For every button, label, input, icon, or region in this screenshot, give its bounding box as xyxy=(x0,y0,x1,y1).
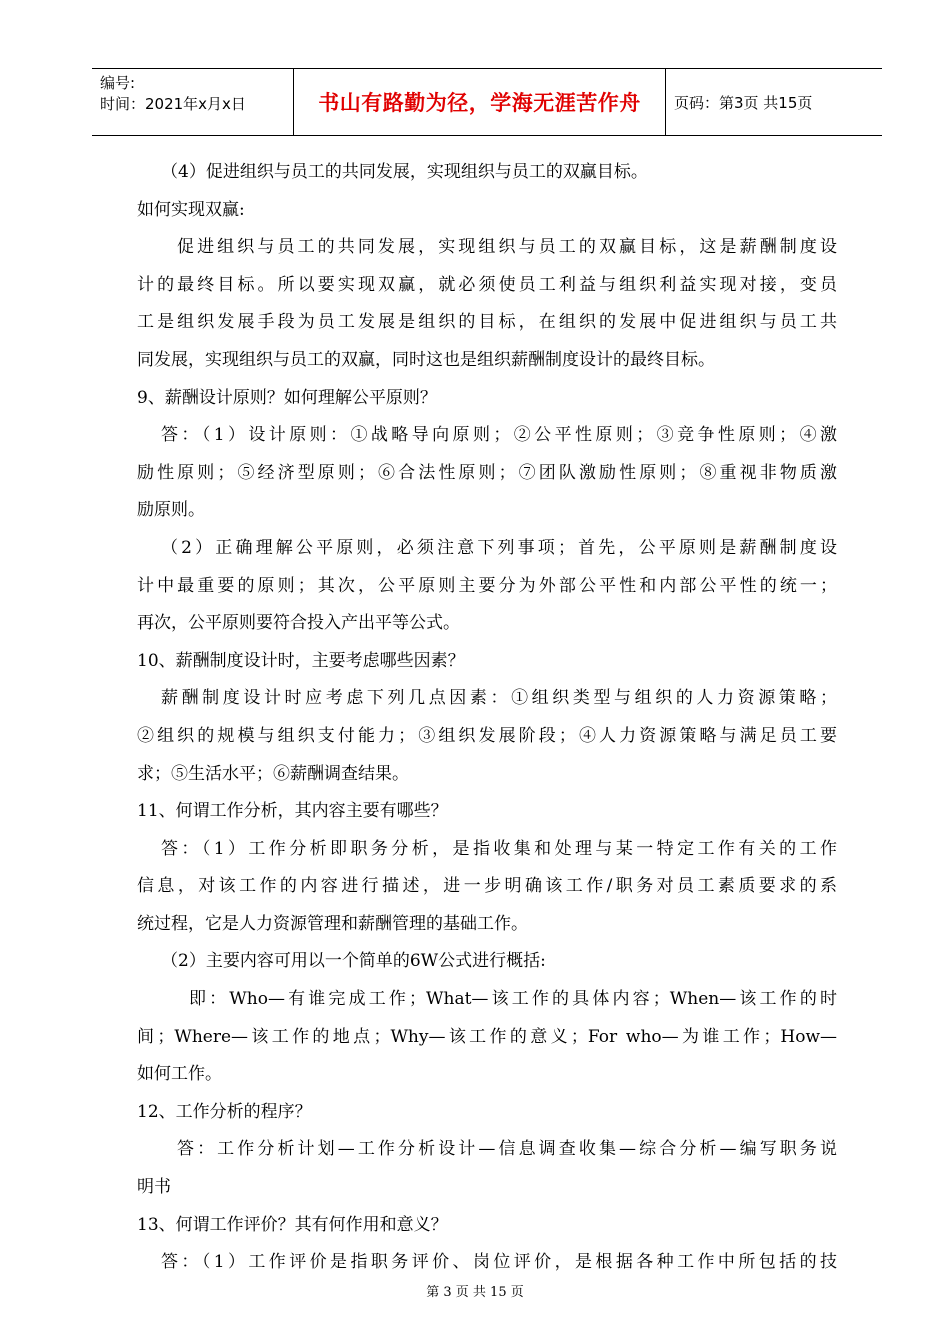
question-heading: 10、薪酬制度设计时，主要考虑哪些因素？ xyxy=(137,650,465,671)
body-line: 求；⑤生活水平；⑥薪酬调查结果。 xyxy=(137,763,409,784)
header-middle-cell xyxy=(294,69,666,135)
header-table xyxy=(92,68,882,136)
question-heading: 13、何谓工作评价？其有何作用和意义？ xyxy=(137,1214,448,1235)
body-line: 薪酬制度设计时应考虑下列几点因素：①组织类型与组织的人力资源策略； xyxy=(161,688,837,709)
body-line: 促进组织与员工的共同发展，实现组织与员工的双赢目标，这是薪酬制度设 xyxy=(177,237,837,258)
body-line: 答：工作分析计划—工作分析设计—信息调查收集—综合分析—编写职务说 xyxy=(177,1139,837,1160)
body-line: 励原则。 xyxy=(137,500,205,521)
body-line: 同发展，实现组织与员工的双赢，同时这也是组织薪酬制度设计的最终目标。 xyxy=(137,349,715,370)
page-footer: 第 3 页 共 15 页 xyxy=(426,1285,524,1300)
body-line: ②组织的规模与组织支付能力；③组织发展阶段；④人力资源策略与满足员工要 xyxy=(137,725,837,746)
body-line: 计中最重要的原则；其次，公平原则主要分为外部公平性和内部公平性的统一； xyxy=(137,575,837,596)
question-heading: 11、何谓工作分析，其内容主要有哪些？ xyxy=(137,801,448,822)
body-line: 即：Who—有谁完成工作；What—该工作的具体内容；When—该工作的时 xyxy=(189,989,837,1010)
body-line: （2）主要内容可用以一个简单的6W公式进行概括: xyxy=(161,951,546,972)
document-body xyxy=(137,154,837,1282)
body-line: （2）正确理解公平原则，必须注意下列事项；首先，公平原则是薪酬制度设 xyxy=(161,537,837,558)
body-line: （4）促进组织与员工的共同发展，实现组织与员工的双赢目标。 xyxy=(161,162,648,182)
body-line: 信息，对该工作的内容进行描述，进一步明确该工作/职务对员工素质要求的系 xyxy=(137,876,837,897)
body-line: 励性原则；⑤经济型原则；⑥合法性原则；⑦团队激励性原则；⑧重视非物质激 xyxy=(137,462,837,483)
question-heading: 9、薪酬设计原则？如何理解公平原则？ xyxy=(137,387,437,408)
number-label: 编号: xyxy=(100,74,136,92)
body-line: 如何实现双赢: xyxy=(137,199,245,220)
body-line: 工是组织发展手段为员工发展是组织的目标，在组织的发展中促进组织与员工共 xyxy=(137,312,837,333)
header-motto: 书山有路勤为径，学海无涯苦作舟 xyxy=(318,91,641,115)
page-info: 页码：第3页 共15页 xyxy=(674,93,813,112)
body-line: 答：（1）设计原则：①战略导向原则；②公平性原则；③竞争性原则；④激 xyxy=(161,425,837,446)
body-line: 统过程，它是人力资源管理和薪酬管理的基础工作。 xyxy=(137,913,528,934)
question-heading: 12、工作分析的程序？ xyxy=(137,1101,312,1122)
header-left-cell xyxy=(92,69,294,135)
body-line: 如何工作。 xyxy=(137,1064,222,1085)
body-line: 间；Where—该工作的地点；Why—该工作的意义；For who—为谁工作；How— xyxy=(137,1026,837,1047)
body-line: 再次，公平原则要符合投入产出平等公式。 xyxy=(137,613,460,634)
body-line: 计的最终目标。所以要实现双赢，就必须使员工利益与组织利益实现对接，变员 xyxy=(137,274,837,295)
body-line: 明书 xyxy=(137,1177,171,1198)
header-right-cell xyxy=(666,69,882,135)
body-line: 答：（1）工作评价是指职务评价、岗位评价，是根据各种工作中所包括的技 xyxy=(161,1252,837,1273)
time-label: 时间：2021年x月x日 xyxy=(100,95,246,113)
body-line: 答：（1）工作分析即职务分析，是指收集和处理与某一特定工作有关的工作 xyxy=(161,838,837,859)
